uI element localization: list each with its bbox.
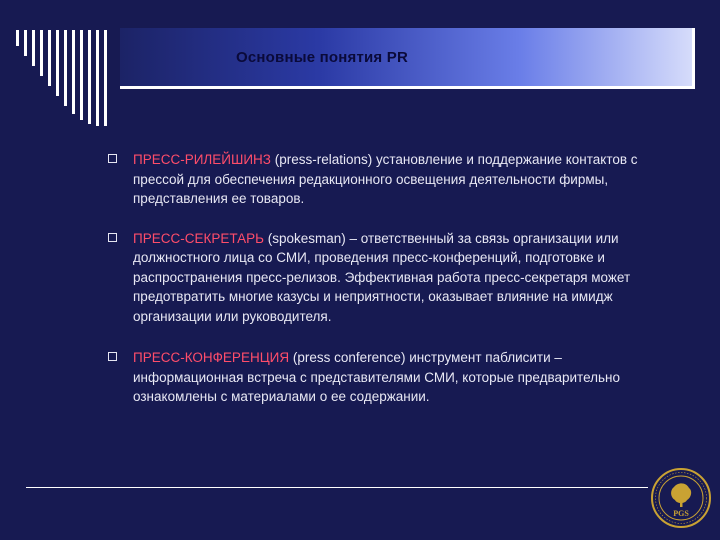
slide-title: Основные понятия PR — [236, 49, 408, 66]
item-term: ПРЕСС-СЕКРЕТАРЬ — [133, 230, 264, 246]
title-underline — [120, 86, 695, 89]
item-definition: (spokesman) – ответственный за связь организации или должностного лица со СМИ, проведения пресс-конференций, подготовке и распространения пресс-релизов. Эффективная работа пресс-секретаря может предотвратить многие казусы и неприятности, оказывает влияние на имидж организации или руководителя. — [133, 230, 631, 324]
item-text — [133, 150, 664, 209]
square-outline-bullet-icon — [108, 352, 117, 361]
vertical-bars-decoration — [16, 30, 116, 126]
square-outline-bullet-icon — [108, 154, 117, 163]
university-seal-icon — [650, 467, 712, 529]
footer-divider — [26, 487, 648, 488]
square-outline-bullet-icon — [108, 233, 117, 242]
item-text — [133, 348, 664, 407]
list-item — [104, 229, 664, 327]
definition-list — [104, 150, 664, 427]
list-item — [104, 348, 664, 407]
seal-letters: PGS — [673, 509, 689, 518]
list-item — [104, 150, 664, 209]
item-definition: (press-relations) установление и поддержание контактов с прессой для обеспечения редакционного освещения деятельности фирмы, представления ее товаров. — [133, 152, 638, 206]
item-term: ПРЕСС-РИЛЕЙШИНЗ — [133, 152, 271, 167]
item-term: ПРЕСС-КОНФЕРЕНЦИЯ — [133, 350, 290, 365]
item-definition: (press conference) инструмент паблисити – информационная встреча с представителями СМИ, которые предварительно ознакомлены с материалами о ее содержании. — [133, 350, 621, 404]
item-text — [133, 229, 664, 327]
